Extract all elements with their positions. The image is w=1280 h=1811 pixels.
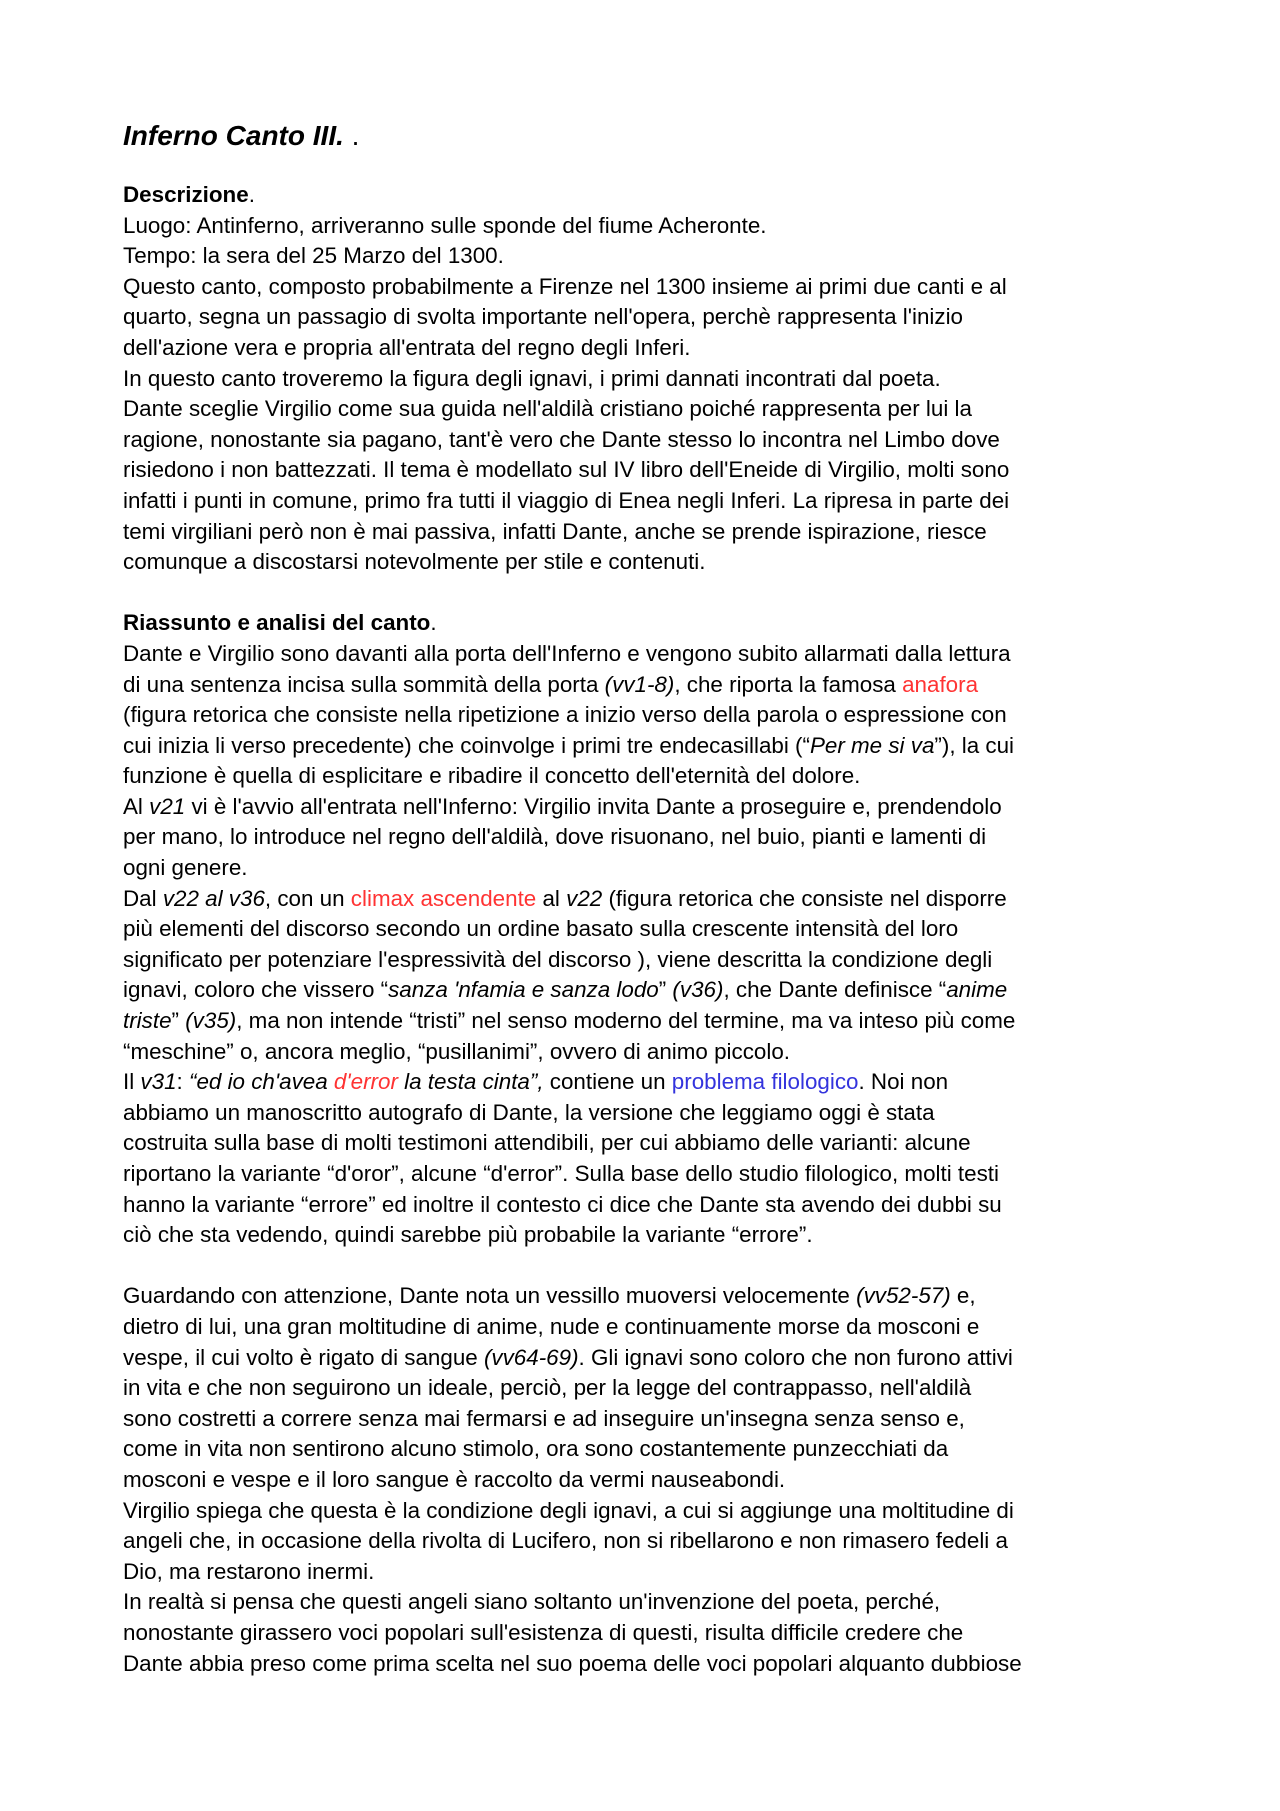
paragraph-line: In realtà si pensa che questi angeli siano soltanto un'invenzione del poeta, perché,	[123, 1589, 941, 1615]
paragraph-line: ogni genere.	[123, 855, 248, 881]
paragraph-line: (figura retorica che consiste nella ripetizione a inizio verso della parola o espressione con	[123, 702, 1007, 728]
paragraph-line: Al v21 vi è l'avvio all'entrata nell'Inferno: Virgilio invita Dante a proseguire e, prendendolo	[123, 793, 1002, 819]
paragraph-line: In questo canto troveremo la figura degli ignavi, i primi dannati incontrati dal poeta.	[123, 365, 941, 391]
document-body	[123, 118, 1173, 1679]
paragraph-line: costruita sulla base di molti testimoni attendibili, per cui abbiamo delle varianti: alcune	[123, 1130, 971, 1156]
section-heading-riassunto: Riassunto e analisi del canto.	[123, 610, 437, 636]
paragraph-line: riportano la variante “d'oror”, alcune “d'error”. Sulla base dello studio filologico, molti testi	[123, 1161, 999, 1186]
highlight-climax: climax ascendente	[350, 885, 537, 911]
section-heading-descrizione: Descrizione.	[123, 182, 255, 207]
verse-ref: v22 al v36	[162, 885, 265, 911]
quote: sanza 'nfamia e sanza lodo	[388, 977, 659, 1003]
paragraph-line: in vita e che non seguirono un ideale, perciò, per la legge del contrappasso, nell'aldilà	[123, 1375, 972, 1401]
paragraph-gap	[123, 578, 1173, 609]
paragraph-line: dietro di lui, una gran moltitudine di anime, nude e continuamente morse da mosconi e	[123, 1313, 980, 1339]
paragraph-line: vespe, il cui volto è rigato di sangue (vv64-69). Gli ignavi sono coloro che non furono attivi	[123, 1344, 1013, 1370]
paragraph-line: Virgilio spiega che questa è la condizione degli ignavi, a cui si aggiunge una moltitudine di	[123, 1497, 1014, 1523]
paragraph-line: “meschine” o, ancora meglio, “pusillanimi”, ovvero di animo piccolo.	[123, 1038, 791, 1064]
verse-ref: v22	[566, 885, 603, 911]
document-title	[123, 118, 1173, 154]
paragraph-line: sono costretti a correre senza mai fermarsi e ad inseguire un'insegna senza senso e,	[123, 1405, 965, 1431]
paragraph-line: Dante abbia preso come prima scelta nel suo poema delle voci popolari alquanto dubbiose	[123, 1650, 1022, 1676]
quote: Per me si va	[809, 732, 935, 758]
highlight-derror: d'error	[333, 1069, 398, 1095]
paragraph-line: Questo canto, composto probabilmente a Firenze nel 1300 insieme ai primi due canti e al	[123, 273, 1007, 299]
paragraph-gap	[123, 1251, 1173, 1282]
paragraph-line: Dante e Virgilio sono davanti alla porta dell'Inferno e vengono subito allarmati dalla lettura	[123, 640, 1011, 666]
paragraph-line: risiedono i non battezzati. Il tema è modellato sul IV libro dell'Eneide di Virgilio, molti sono	[123, 457, 1010, 483]
verse-ref: (v36)	[672, 977, 724, 1003]
quote: la testa cinta”,	[397, 1069, 544, 1095]
quote: triste	[123, 1008, 172, 1034]
paragraph-line: cui inizia li verso precedente) che coinvolge i primi tre endecasillabi (“Per me si va”), la cui	[123, 732, 1015, 758]
paragraph-line: ciò che sta vedendo, quindi sarebbe più probabile la variante “errore”.	[123, 1222, 813, 1248]
highlight-problema-filologico: problema filologico	[671, 1069, 859, 1095]
paragraph-line: Luogo: Antinferno, arriveranno sulle sponde del fiume Acheronte.	[123, 212, 767, 238]
paragraph-line: infatti i punti in comune, primo fra tutti il viaggio di Enea negli Inferi. La ripresa in parte dei	[123, 487, 1010, 513]
paragraph-line: angeli che, in occasione della rivolta di Lucifero, non si ribellarono e non rimasero fedeli a	[123, 1528, 1008, 1554]
paragraph-line: abbiamo un manoscritto autografo di Dante, la versione che leggiamo oggi è stata	[123, 1099, 935, 1125]
title-tail: .	[343, 120, 360, 151]
paragraph-line: ignavi, coloro che vissero “sanza 'nfamia e sanza lodo” (v36), che Dante definisce “anime	[123, 977, 1008, 1003]
paragraph-line: funzione è quella di esplicitare e ribadire il concetto dell'eternità del dolore.	[123, 763, 861, 789]
paragraph-line: ragione, nonostante sia pagano, tant'è vero che Dante stesso lo incontra nel Limbo dove	[123, 426, 1000, 452]
verse-ref: (vv1-8)	[604, 671, 675, 697]
verse-ref: (vv64-69)	[483, 1344, 579, 1370]
paragraph-line: Guardando con attenzione, Dante nota un vessillo muoversi velocemente (vv52-57) e,	[123, 1283, 976, 1309]
paragraph-line: per mano, lo introduce nel regno dell'aldilà, dove risuonano, nel buio, pianti e lamenti di	[123, 824, 987, 850]
verse-ref: (vv52-57)	[856, 1283, 951, 1309]
verse-ref: v31	[140, 1069, 177, 1095]
title-text: Inferno Canto III.	[123, 120, 344, 151]
paragraph-line: dell'azione vera e propria all'entrata del regno degli Inferi.	[123, 334, 691, 360]
paragraph-line: temi virgiliani però non è mai passiva, infatti Dante, anche se prende ispirazione, riesce	[123, 518, 987, 544]
paragraph-line: Dio, ma restarono inermi.	[123, 1558, 375, 1584]
quote: anime	[946, 977, 1008, 1003]
verse-ref: v21	[149, 793, 186, 819]
paragraph-line: comunque a discostarsi notevolmente per stile e contenuti.	[123, 549, 706, 575]
paragraph-line: Il v31: “ed io ch'avea d'error la testa cinta”, contiene un problema filologico. Noi non	[123, 1069, 949, 1095]
paragraph-line: triste” (v35), ma non intende “tristi” nel senso moderno del termine, ma va inteso più come	[123, 1008, 1016, 1034]
paragraph-line: Dante sceglie Virgilio come sua guida nell'aldilà cristiano poiché rappresenta per lui la	[123, 396, 972, 422]
paragraph-line: più elementi del discorso secondo un ordine basato sulla crescente intensità del loro	[123, 916, 959, 942]
verse-ref: (v35)	[185, 1008, 237, 1034]
paragraph-line: di una sentenza incisa sulla sommità della porta (vv1-8), che riporta la famosa anafora	[123, 671, 979, 697]
paragraph-line: Tempo: la sera del 25 Marzo del 1300.	[123, 243, 504, 269]
quote: “ed io ch'avea	[188, 1069, 334, 1095]
paragraph-line: Dal v22 al v36, con un climax ascendente al v22 (figura retorica che consiste nel disporre	[123, 885, 1007, 911]
paragraph-line: nonostante girassero voci popolari sull'esistenza di questi, risulta difficile credere che	[123, 1619, 964, 1645]
highlight-anafora: anafora	[902, 671, 979, 697]
paragraph-line: hanno la variante “errore” ed inoltre il contesto ci dice che Dante sta avendo dei dubbi su	[123, 1191, 1002, 1217]
paragraph-line: quarto, segna un passagio di svolta importante nell'opera, perchè rappresenta l'inizio	[123, 304, 964, 330]
paragraph-line: significato per potenziare l'espressività del discorso ), viene descritta la condizione degli	[123, 946, 993, 972]
paragraph-line: mosconi e vespe e il loro sangue è raccolto da vermi nauseabondi.	[123, 1466, 786, 1492]
paragraph-line: come in vita non sentirono alcuno stimolo, ora sono costantemente punzecchiati da	[123, 1436, 949, 1462]
